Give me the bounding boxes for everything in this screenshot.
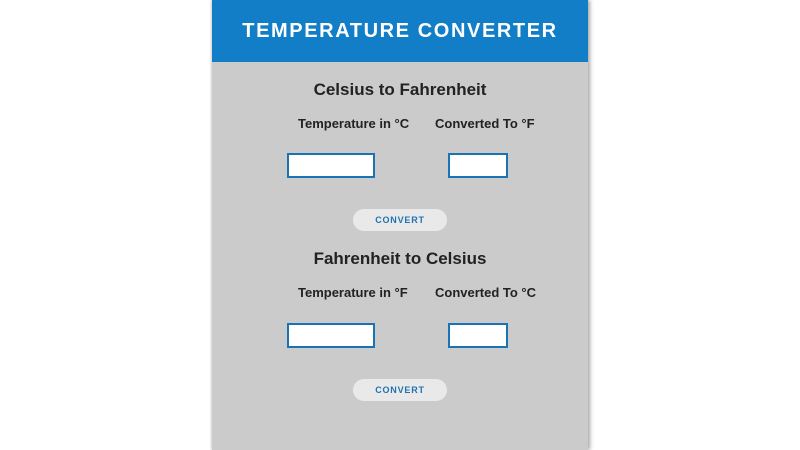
convert-f-to-c-button[interactable]: CONVERT (353, 379, 447, 401)
fahrenheit-output[interactable] (448, 153, 508, 178)
celsius-input-label: Temperature in °C (298, 116, 410, 131)
celsius-output-label: Converted To °C (435, 285, 537, 300)
convert-c-to-f-button[interactable]: CONVERT (353, 209, 447, 231)
fahrenheit-output-label: Converted To °F (435, 116, 535, 131)
app-header (212, 0, 588, 62)
fahrenheit-input[interactable] (287, 323, 375, 348)
celsius-input[interactable] (287, 153, 375, 178)
section-title-f-to-c: Fahrenheit to Celsius (313, 249, 487, 268)
section-title-c-to-f: Celsius to Fahrenheit (313, 80, 487, 99)
fahrenheit-input-label: Temperature in °F (298, 285, 408, 300)
converter-panel (212, 0, 588, 450)
celsius-output[interactable] (448, 323, 508, 348)
app-title: TEMPERATURE CONVERTER (242, 19, 558, 42)
